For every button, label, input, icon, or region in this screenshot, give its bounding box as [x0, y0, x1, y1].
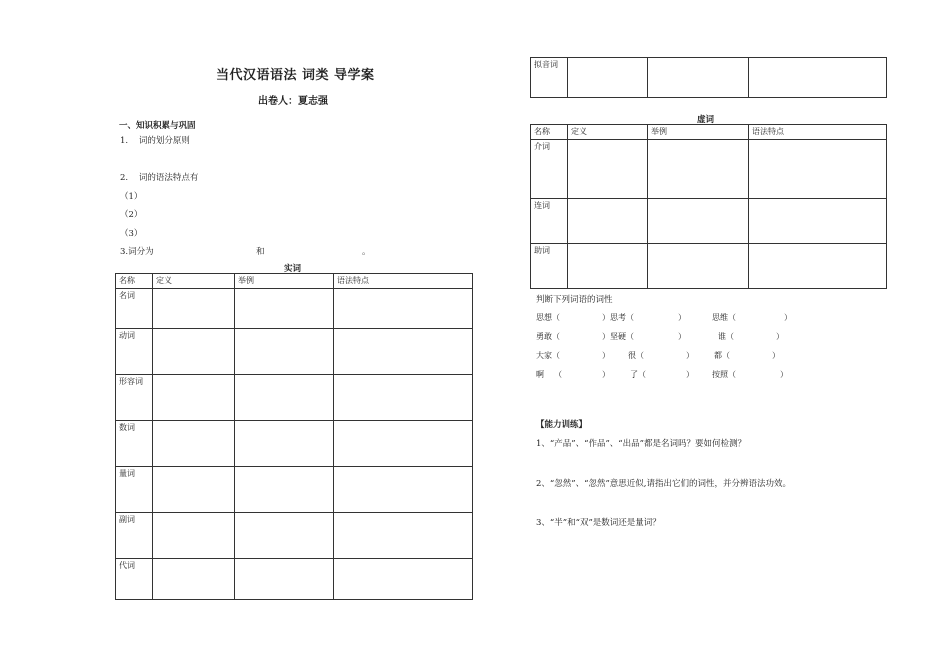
judge-word: 很（: [628, 351, 644, 360]
judge-word: ）坚硬（: [602, 332, 634, 341]
row-label: 代词: [116, 559, 153, 600]
item-2-sub-1: （1）: [120, 192, 143, 202]
empty-cell: [648, 199, 749, 244]
empty-cell: [153, 375, 235, 421]
empty-cell: [749, 199, 887, 244]
empty-cell: [568, 58, 648, 98]
judge-word: 思想（: [536, 313, 560, 322]
item-2-sub-3: （3）: [120, 229, 143, 239]
empty-cell: [235, 329, 334, 375]
header-cell: 举例: [235, 274, 334, 289]
header-cell: 定义: [568, 125, 648, 140]
question-3: 3、“半”和“双”是数词还是量词？: [536, 518, 661, 528]
row-label: 副词: [116, 513, 153, 559]
item-3-prefix: 3.词分为: [120, 247, 154, 257]
table-header-row: [116, 274, 473, 289]
empty-cell: [235, 421, 334, 467]
judge-blank-close: ）: [678, 313, 686, 322]
empty-cell: [334, 329, 473, 375]
header-cell: 定义: [153, 274, 235, 289]
judge-blank-close: ）: [784, 313, 792, 322]
item-3-and: 和: [256, 247, 265, 257]
header-cell: 举例: [648, 125, 749, 140]
judge-word: 了（: [630, 370, 646, 379]
empty-cell: [153, 559, 235, 600]
row-label: 连词: [531, 199, 568, 244]
table-row: [116, 559, 473, 600]
table-row: [531, 140, 887, 199]
row-label: 形容词: [116, 375, 153, 421]
row-label: 名词: [116, 289, 153, 329]
table-row: [116, 375, 473, 421]
empty-cell: [235, 375, 334, 421]
content-words-table-title: 实词: [284, 264, 302, 274]
page-title: 当代汉语语法 词类 导学案: [216, 68, 375, 83]
table-row: [531, 244, 887, 289]
table-row: [116, 329, 473, 375]
empty-cell: [648, 58, 749, 98]
empty-cell: [334, 375, 473, 421]
item-3-end: 。: [362, 247, 371, 257]
judge-blank-close: ）: [602, 351, 610, 360]
empty-cell: [235, 289, 334, 329]
table-row: [116, 513, 473, 559]
judge-word: 思维（: [712, 313, 736, 322]
row-label: 动词: [116, 329, 153, 375]
table-row: [116, 421, 473, 467]
judge-word: 都（: [714, 351, 730, 360]
judge-word: 大家（: [536, 351, 560, 360]
empty-cell: [235, 513, 334, 559]
empty-cell: [334, 559, 473, 600]
judge-blank-close: ）: [776, 332, 784, 341]
empty-cell: [235, 467, 334, 513]
table-row: [116, 467, 473, 513]
row-label: 数词: [116, 421, 153, 467]
question-1: 1、“产品”、“作品”、“出品”都是名词吗？要如何检测？: [536, 439, 746, 449]
judge-blank-close: ）: [602, 370, 610, 379]
function-words-table-title: 虚词: [697, 115, 715, 125]
judge-word: 啊 （: [536, 370, 563, 379]
empty-cell: [648, 244, 749, 289]
empty-cell: [235, 559, 334, 600]
empty-cell: [334, 421, 473, 467]
empty-cell: [334, 513, 473, 559]
empty-cell: [153, 421, 235, 467]
empty-cell: [749, 58, 887, 98]
judge-blank-close: ）: [780, 370, 788, 379]
empty-cell: [153, 329, 235, 375]
empty-cell: [334, 467, 473, 513]
ability-training-heading: 【能力训练】: [536, 420, 588, 430]
empty-cell: [153, 467, 235, 513]
header-cell: 语法特点: [749, 125, 887, 140]
row-label: 拟音词: [531, 58, 568, 98]
content-words-table: [115, 273, 473, 600]
function-words-table: [530, 124, 887, 289]
row-label: 量词: [116, 467, 153, 513]
empty-cell: [749, 244, 887, 289]
table-header-row: [531, 125, 887, 140]
empty-cell: [153, 513, 235, 559]
table-row: [116, 289, 473, 329]
item-2: 2. 词的语法特点有: [120, 173, 199, 183]
empty-cell: [568, 244, 648, 289]
judge-blank-close: ）: [772, 351, 780, 360]
question-2: 2、“忽然”、“忽然”意思近似,请指出它们的词性，并分辨语法功效。: [536, 479, 791, 489]
empty-cell: [153, 289, 235, 329]
judge-blank-close: ）: [678, 332, 686, 341]
empty-cell: [334, 289, 473, 329]
table-row: [531, 58, 887, 98]
row-label: 助词: [531, 244, 568, 289]
judge-instruction: 判断下列词语的词性: [536, 295, 613, 305]
header-cell: 语法特点: [334, 274, 473, 289]
header-cell: 名称: [531, 125, 568, 140]
judge-word: 按照（: [712, 370, 736, 379]
row-label: 介词: [531, 140, 568, 199]
judge-word: 谁（: [718, 332, 734, 341]
item-2-sub-2: （2）: [120, 210, 143, 220]
empty-cell: [749, 140, 887, 199]
table-row: [531, 199, 887, 244]
item-1: 1. 词的划分原则: [120, 136, 190, 146]
header-cell: 名称: [116, 274, 153, 289]
judge-blank-close: ）: [686, 370, 694, 379]
empty-cell: [568, 140, 648, 199]
author-line: 出卷人：夏志强: [258, 96, 328, 107]
empty-cell: [648, 140, 749, 199]
section-heading-knowledge: 一、知识积累与巩固: [119, 121, 196, 131]
empty-cell: [568, 199, 648, 244]
judge-word: 勇敢（: [536, 332, 560, 341]
onomatopoeia-table: [530, 57, 887, 98]
judge-word: ）思考（: [602, 313, 634, 322]
judge-blank-close: ）: [686, 351, 694, 360]
